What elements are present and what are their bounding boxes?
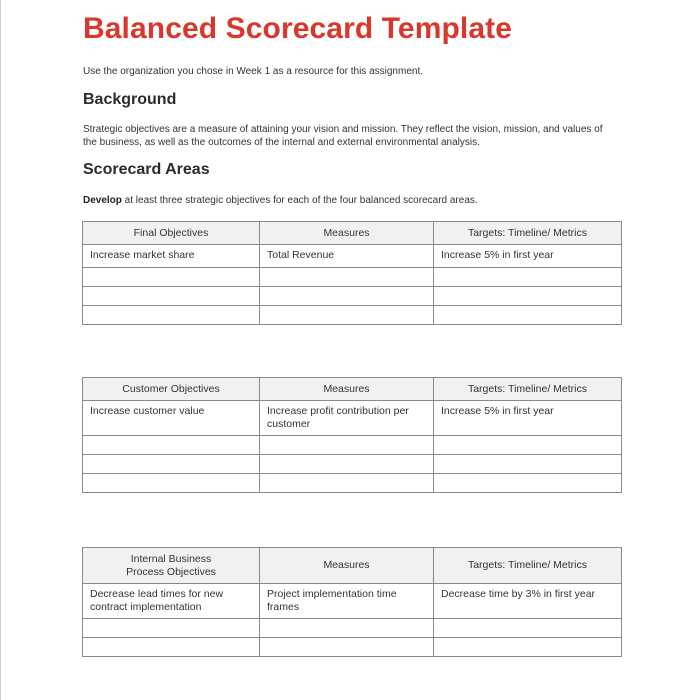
table-cell[interactable]: Decrease lead times for new contract implementation <box>83 584 260 619</box>
empty-cell[interactable] <box>434 306 622 325</box>
empty-cell[interactable] <box>260 619 434 638</box>
empty-cell[interactable] <box>83 268 260 287</box>
table-cell[interactable]: Decrease time by 3% in first year <box>434 584 622 619</box>
empty-cell[interactable] <box>260 306 434 325</box>
scorecard-instruction <box>83 195 478 206</box>
empty-cell[interactable] <box>434 455 622 474</box>
empty-cell[interactable] <box>83 638 260 657</box>
scorecard-heading: Scorecard Areas <box>83 161 210 178</box>
column-header: Internal Business Process Objectives <box>83 548 260 584</box>
table-header-row <box>83 222 622 245</box>
empty-cell[interactable] <box>434 287 622 306</box>
column-header: Customer Objectives <box>83 378 260 401</box>
table-row <box>83 619 622 638</box>
column-header: Targets: Timeline/ Metrics <box>434 222 622 245</box>
empty-cell[interactable] <box>83 455 260 474</box>
table-cell[interactable]: Increase 5% in first year <box>434 245 622 268</box>
empty-cell[interactable] <box>434 268 622 287</box>
empty-cell[interactable] <box>83 287 260 306</box>
table-row <box>83 401 622 436</box>
empty-cell[interactable] <box>83 436 260 455</box>
table-cell[interactable]: Increase customer value <box>83 401 260 436</box>
column-header: Targets: Timeline/ Metrics <box>434 378 622 401</box>
empty-cell[interactable] <box>83 306 260 325</box>
column-header: Measures <box>260 548 434 584</box>
table-row <box>83 306 622 325</box>
empty-cell[interactable] <box>83 619 260 638</box>
empty-cell[interactable] <box>434 474 622 493</box>
table-cell[interactable]: Total Revenue <box>260 245 434 268</box>
table-cell[interactable]: Increase market share <box>83 245 260 268</box>
instruction-bold: Develop <box>83 195 122 206</box>
page-title: Balanced Scorecard Template <box>83 12 512 45</box>
empty-cell[interactable] <box>260 268 434 287</box>
table-row <box>83 455 622 474</box>
customer-objectives-table <box>82 377 622 493</box>
table-row <box>83 436 622 455</box>
table-row <box>83 287 622 306</box>
table-row <box>83 474 622 493</box>
column-header: Targets: Timeline/ Metrics <box>434 548 622 584</box>
background-heading: Background <box>83 91 177 108</box>
table-row <box>83 268 622 287</box>
internal-process-objectives-table <box>82 547 622 657</box>
intro-text: Use the organization you chose in Week 1 as a resource for this assignment. <box>83 66 423 77</box>
instruction-rest: at least three strategic objectives for each of the four balanced scorecard areas. <box>121 195 478 206</box>
column-header: Measures <box>260 378 434 401</box>
column-header: Final Objectives <box>83 222 260 245</box>
empty-cell[interactable] <box>260 287 434 306</box>
table-cell[interactable]: Increase 5% in first year <box>434 401 622 436</box>
column-header: Measures <box>260 222 434 245</box>
background-text: Strategic objectives are a measure of attaining your vision and mission. They reflect the vision, mission, and values of the business, as well as the outcomes of the internal and external environmental analysis. <box>83 124 603 148</box>
empty-cell[interactable] <box>434 638 622 657</box>
financial-objectives-table <box>82 221 622 325</box>
table-cell[interactable]: Increase profit contribution per customer <box>260 401 434 436</box>
empty-cell[interactable] <box>434 619 622 638</box>
empty-cell[interactable] <box>260 455 434 474</box>
table-row <box>83 584 622 619</box>
empty-cell[interactable] <box>260 474 434 493</box>
empty-cell[interactable] <box>434 436 622 455</box>
table-row <box>83 638 622 657</box>
table-cell[interactable]: Project implementation time frames <box>260 584 434 619</box>
table-header-row <box>83 548 622 584</box>
table-row <box>83 245 622 268</box>
empty-cell[interactable] <box>83 474 260 493</box>
table-header-row <box>83 378 622 401</box>
empty-cell[interactable] <box>260 436 434 455</box>
empty-cell[interactable] <box>260 638 434 657</box>
